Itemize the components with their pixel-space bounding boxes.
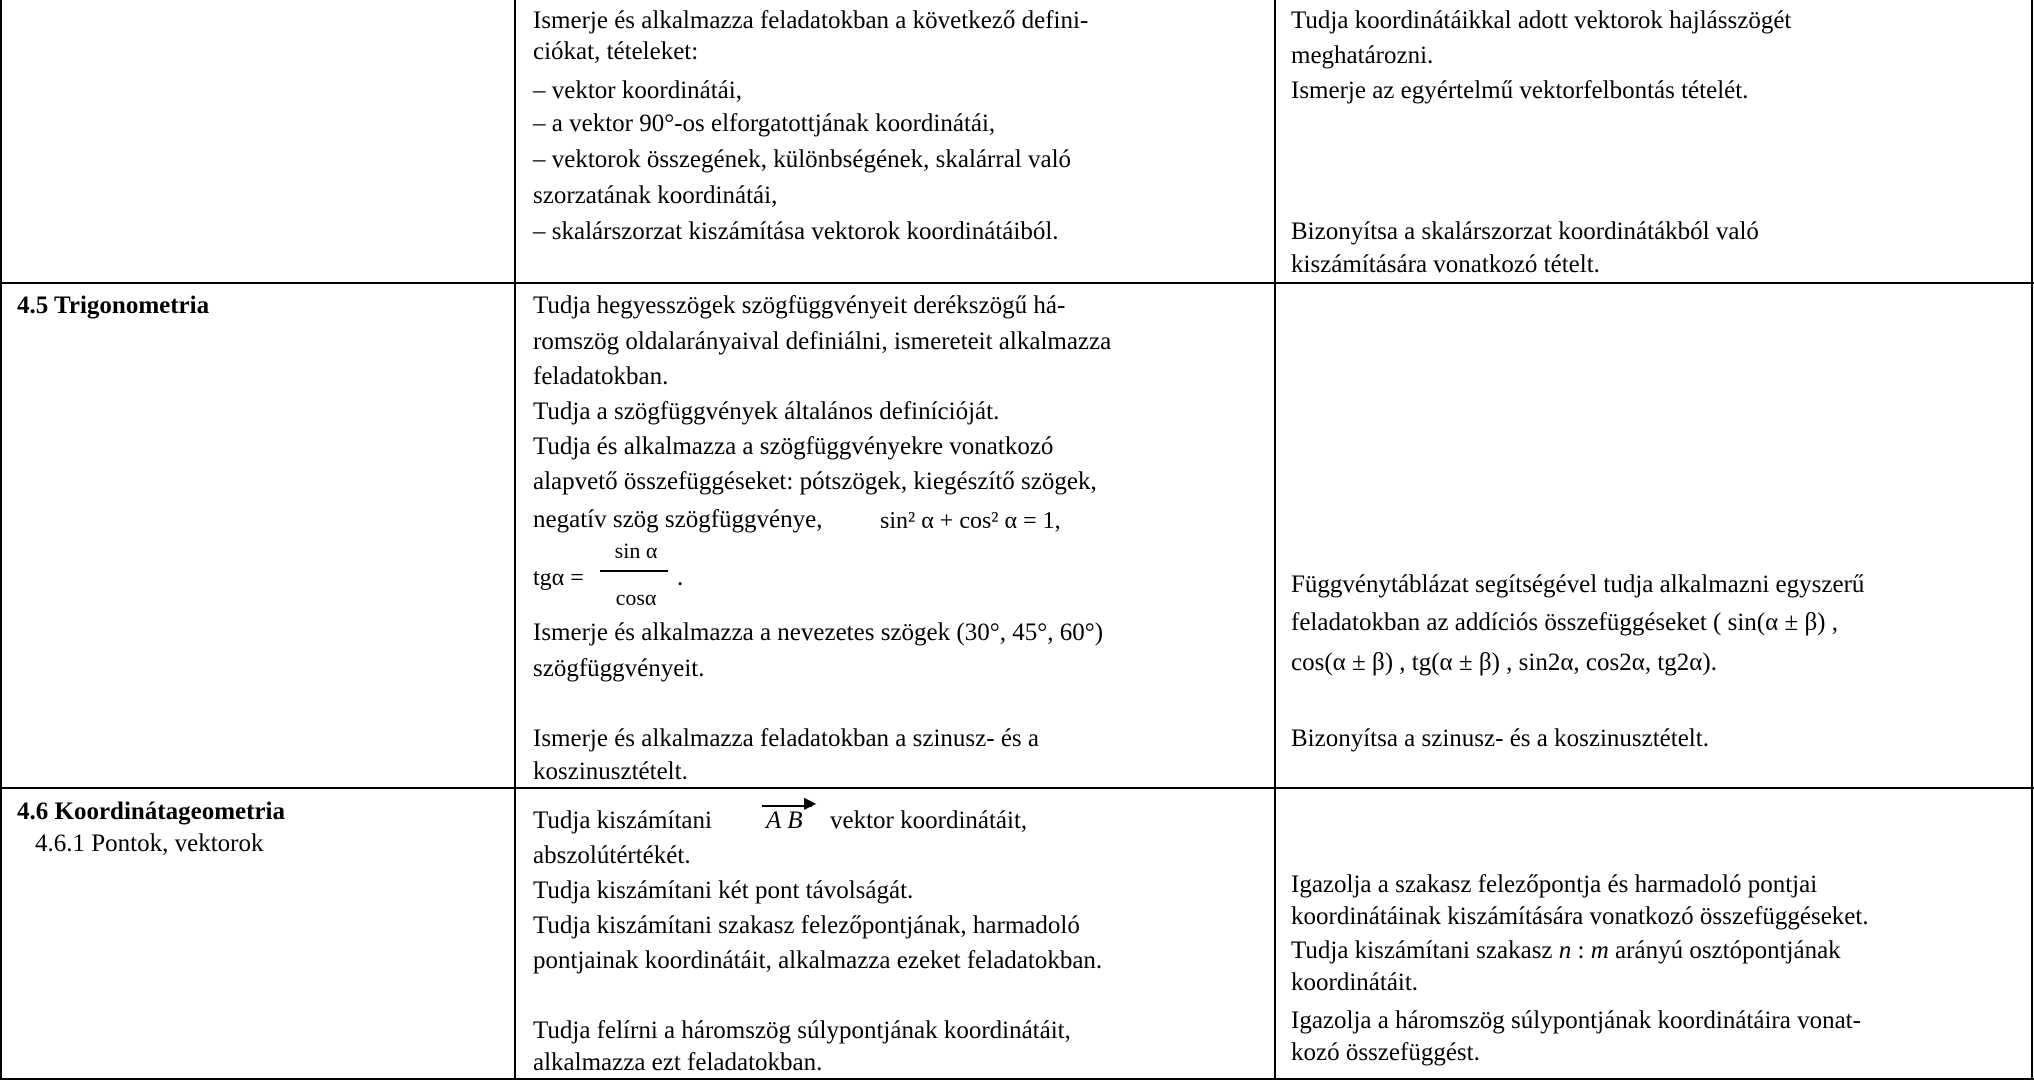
ratio-suffix: arányú osztópontjának [1608, 937, 1841, 964]
row1-col2-line: – vektor koordinátái, [533, 77, 742, 104]
row1-col2-line: szorzatának koordinátái, [533, 182, 778, 209]
row3-col3-line [1291, 936, 1841, 966]
ratio-sep: : [1571, 937, 1591, 964]
row2-col2-line: koszinusztételt. [533, 758, 688, 785]
vector-arrowhead: ▶ [804, 795, 817, 812]
topic-title-koordinatageometria: 4.6 Koordinátageometria [17, 798, 286, 825]
formula-identity: sin² α + cos² α = 1, [880, 508, 1061, 534]
ratio-prefix: Tudja kiszámítani szakasz [1291, 937, 1553, 964]
row2-col3-line: Függvénytáblázat segítségével tudja alkalmazni egyszerű [1291, 571, 1865, 598]
row3-col2-line: vektor koordinátáit, [830, 807, 1028, 834]
row3-col3-line: Igazolja a háromszög súlypontjának koordinátáira vonat- [1291, 1007, 1861, 1034]
row3-col2-line: abszolútértékét. [533, 842, 691, 869]
row1-col3-line: Bizonyítsa a skalárszorzat koordinátákból való [1291, 218, 1759, 245]
row-divider-1 [0, 282, 2034, 284]
formula-tg-fraction-bar [600, 570, 668, 572]
row2-col2-line: alapvető összefüggéseket: pótszögek, kiegészítő szögek, [533, 468, 1097, 495]
row1-col3-line: kiszámítására vonatkozó tételt. [1291, 251, 1600, 278]
row3-col3-line: koordinátáit. [1291, 969, 1419, 996]
formula-tg-end: . [677, 564, 684, 591]
row2-col2-line: Ismerje és alkalmazza a nevezetes szögek (30°, 45°, 60°) [533, 619, 1104, 646]
column-divider-2 [1274, 0, 1276, 1080]
row1-col2-line: – a vektor 90°-os elforgatottjának koordinátái, [533, 110, 996, 137]
row1-col2-line: – skalárszorzat kiszámítása vektorok koordinátáiból. [533, 218, 1059, 245]
row3-col3-line: Igazolja a szakasz felezőpontja és harmadoló pontjai [1291, 871, 1818, 898]
row3-col2-line: Tudja kiszámítani két pont távolságát. [533, 877, 914, 904]
ratio-n: n [1558, 937, 1572, 964]
vector-ab: AB [766, 807, 809, 834]
row3-col2-line: pontjainak koordinátáit, alkalmazza ezeket feladatokban. [533, 947, 1103, 974]
table-border-right [2031, 0, 2033, 1080]
row2-col2-line: Tudja hegyesszögek szögfüggvényeit derékszögű há- [533, 292, 1066, 319]
row1-col3-line: Tudja koordinátáikkal adott vektorok hajlásszögét [1291, 7, 1792, 34]
table-border-bottom [0, 1078, 2034, 1080]
row3-col2-line: Tudja kiszámítani szakasz felezőpontjának, harmadoló [533, 912, 1080, 939]
row2-col2-line: romszög oldalarányaival definiálni, ismereteit alkalmazza [533, 328, 1112, 355]
row3-col2-line: Tudja felírni a háromszög súlypontjának koordinátáit, [533, 1017, 1071, 1044]
formula-tg-numerator: sin α [614, 538, 658, 563]
row1-col3-line: meghatározni. [1291, 42, 1434, 69]
row3-col3-line: koordinátáinak kiszámítására vonatkozó összefüggéseket. [1291, 903, 1869, 930]
row2-col2-line: Ismerje és alkalmazza feladatokban a szinusz- és a [533, 725, 1039, 752]
row1-col2-line: ciókat, tételeket: [533, 38, 699, 65]
row2-col2-line: feladatokban. [533, 363, 669, 390]
row3-col3-line: kozó összefüggést. [1291, 1039, 1480, 1066]
topic-title-trigonometria: 4.5 Trigonometria [17, 292, 210, 319]
row2-col2-line: negatív szög szögfüggvénye, [533, 506, 823, 533]
row2-col2-line: Tudja a szögfüggvények általános definícióját. [533, 398, 1000, 425]
row3-col2-line: alkalmazza ezt feladatokban. [533, 1049, 823, 1076]
column-divider-1 [514, 0, 516, 1080]
row2-col3-line: cos(α ± β) , tg(α ± β) , sin2α, cos2α, tg2α). [1291, 649, 1717, 676]
row2-col3-line: Bizonyítsa a szinusz- és a koszinusztételt. [1291, 725, 1709, 752]
row2-col2-line: Tudja és alkalmazza a szögfüggvényekre vonatkozó [533, 433, 1054, 460]
formula-tg-denominator: cosα [615, 585, 657, 610]
row2-col2-line: szögfüggvényeit. [533, 655, 705, 682]
formula-tg-left: tgα = [533, 565, 584, 591]
row-divider-2 [0, 787, 2034, 789]
table-border-left [0, 0, 2, 1080]
row1-col2-line: – vektorok összegének, különbségének, skalárral való [533, 146, 1072, 173]
row2-col3-line: feladatokban az addíciós összefüggéseket ( sin(α ± β) , [1291, 609, 1838, 636]
row1-col3-line: Ismerje az egyértelmű vektorfelbontás tételét. [1291, 77, 1749, 104]
row3-col2-line: Tudja kiszámítani [533, 807, 712, 834]
ratio-m: m [1590, 937, 1609, 964]
row1-col2-line: Ismerje és alkalmazza feladatokban a következő defini- [533, 7, 1089, 34]
subtopic-pontok-vektorok: 4.6.1 Pontok, vektorok [35, 830, 264, 857]
